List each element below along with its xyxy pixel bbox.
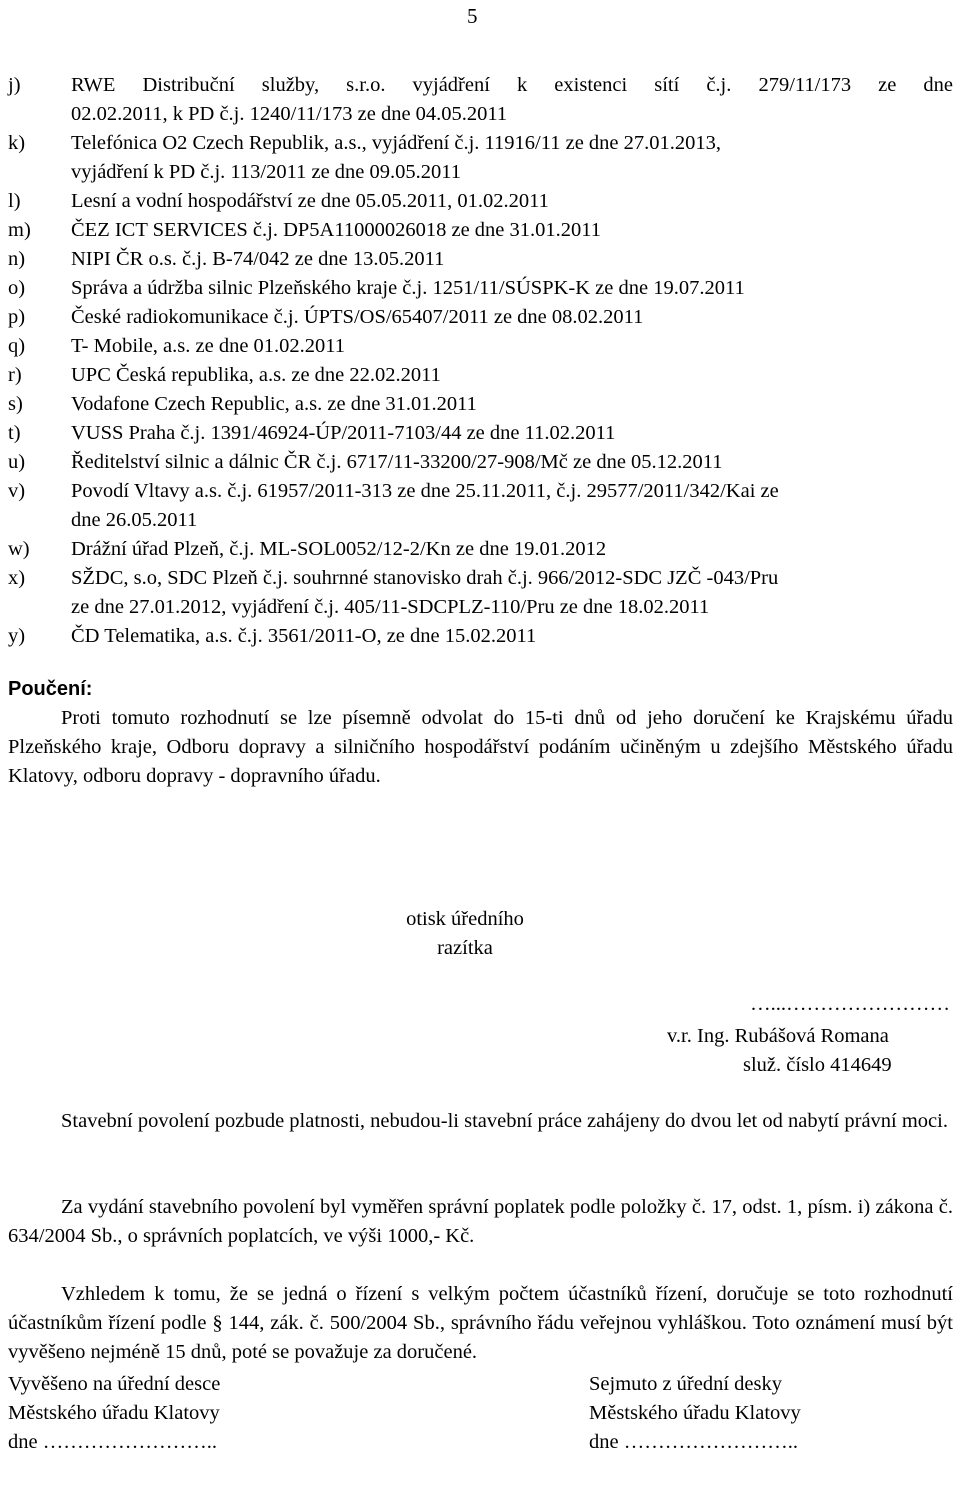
validity-text: Stavební povolení pozbude platnosti, nebudou-li stavební práce zahájeny do dvou let od nabytí právní moci. (61, 1110, 948, 1132)
list-item (8, 216, 953, 245)
stamp-line: otisk úředního (406, 908, 524, 930)
list-marker: p) (8, 306, 26, 328)
list-item (8, 71, 953, 129)
delivery-text: Vzhledem k tomu, že se jedná o řízení s velkým počtem účastníků řízení, doručuje se toto rozhodnutí účastníkům řízení podle § 144, zák. č. 500/2004 Sb., správního řádu veřejnou vyhláškou. Toto oznámení musí být vyvěšeno nejméně 15 dnů, poté se považuje za doručené. (8, 1283, 953, 1363)
list-item (8, 477, 953, 535)
signature-details (667, 1022, 892, 1080)
list-marker: m) (8, 219, 31, 241)
list-item-line: NIPI ČR o.s. č.j. B-74/042 ze dne 13.05.2011 (71, 248, 445, 270)
signature-block (650, 990, 950, 1019)
list-item (8, 274, 953, 303)
list-item-line: Lesní a vodní hospodářství ze dne 05.05.2011, 01.02.2011 (71, 190, 549, 212)
list-item-line: VUSS Praha č.j. 1391/46924-ÚP/2011-7103/44 ze dne 11.02.2011 (71, 422, 616, 444)
list-item-line: SŽDC, s.o, SDC Plzeň č.j. souhrnné stanovisko drah č.j. 966/2012-SDC JZČ -043/Pru (71, 567, 779, 589)
posted-date: dne …………………….. (8, 1431, 217, 1453)
posted-line: Vyvěšeno na úřední desce (8, 1373, 221, 1395)
stamp-line: razítka (437, 937, 493, 959)
list-item (8, 535, 953, 564)
posted-line: Městského úřadu Klatovy (8, 1402, 220, 1424)
signature-name: v.r. Ing. Rubášová Romana (667, 1025, 889, 1047)
stamp-placeholder (390, 905, 540, 963)
list-item-line: T- Mobile, a.s. ze dne 01.02.2011 (71, 335, 346, 357)
list-item-line: Správa a údržba silnic Plzeňského kraje č.j. 1251/11/SÚSPK-K ze dne 19.07.2011 (71, 277, 745, 299)
list-item-line: vyjádření k PD č.j. 113/2011 ze dne 09.05.2011 (71, 161, 462, 183)
validity-paragraph (8, 1107, 953, 1136)
list-marker: o) (8, 277, 26, 299)
removed-line: Sejmuto z úřední desky (589, 1373, 783, 1395)
removed-line: Městského úřadu Klatovy (589, 1402, 801, 1424)
pouceni-heading: Poučení: (8, 678, 93, 700)
list-marker: n) (8, 248, 26, 270)
list-item (8, 187, 953, 216)
list-item-line: ČEZ ICT SERVICES č.j. DP5A11000026018 ze dne 31.01.2011 (71, 219, 602, 241)
list-item (8, 390, 953, 419)
list-item-line: Telefónica O2 Czech Republik, a.s., vyjádření č.j. 11916/11 ze dne 27.01.2013, (71, 132, 722, 154)
list-item-line: 02.02.2011, k PD č.j. 1240/11/173 ze dne 04.05.2011 (71, 103, 508, 125)
list-item-line: České radiokomunikace č.j. ÚPTS/OS/65407/2011 ze dne 08.02.2011 (71, 306, 644, 328)
removed-block (589, 1370, 801, 1457)
pouceni-paragraph (8, 704, 953, 791)
list-item (8, 303, 953, 332)
list-item-line: RWE Distribuční služby, s.r.o. vyjádření k existenci sítí č.j. 279/11/173 ze dne (71, 74, 953, 96)
list-marker: y) (8, 625, 26, 647)
list-item-line: Drážní úřad Plzeň, č.j. ML-SOL0052/12-2/Kn ze dne 19.01.2012 (71, 538, 607, 560)
list-marker: r) (8, 364, 22, 386)
list-marker: s) (8, 393, 23, 415)
list-marker: q) (8, 335, 26, 357)
list-item (8, 564, 953, 622)
fee-text: Za vydání stavebního povolení byl vyměřen správní poplatek podle položky č. 17, odst. 1, písm. i) zákona č. 634/2004 Sb., o správních poplatcích, ve výši 1000,- Kč. (8, 1196, 953, 1247)
list-item (8, 448, 953, 477)
posted-block (8, 1370, 220, 1457)
signature-dots: …...…………………… (750, 993, 950, 1015)
opinion-list (8, 71, 953, 651)
list-item-line: Ředitelství silnic a dálnic ČR č.j. 6717/11-33200/27-908/Mč ze dne 05.12.2011 (71, 451, 723, 473)
pouceni-text: Proti tomuto rozhodnutí se lze písemně odvolat do 15-ti dnů od jeho doručení ke Krajskému úřadu Plzeňského kraje, Odboru dopravy a silničního hospodářství podáním učiněným u zdejšího Městského úřadu Klatovy, odboru dopravy - dopravního úřadu. (8, 707, 953, 787)
list-item-line: ze dne 27.01.2012, vyjádření č.j. 405/11-SDCPLZ-110/Pru ze dne 18.02.2011 (71, 596, 710, 618)
list-marker: v) (8, 480, 26, 502)
list-item (8, 245, 953, 274)
delivery-paragraph (8, 1280, 953, 1367)
removed-date: dne …………………….. (589, 1431, 798, 1453)
list-marker: x) (8, 567, 26, 589)
list-marker: t) (8, 422, 21, 444)
list-item-line: Povodí Vltavy a.s. č.j. 61957/2011-313 ze dne 25.11.2011, č.j. 29577/2011/342/Kai ze (71, 480, 779, 502)
list-item (8, 361, 953, 390)
list-item-line: dne 26.05.2011 (71, 509, 198, 531)
list-item (8, 332, 953, 361)
list-item-line: ČD Telematika, a.s. č.j. 3561/2011-O, ze dne 15.02.2011 (71, 625, 537, 647)
list-marker: w) (8, 538, 30, 560)
list-marker: j) (8, 74, 21, 96)
list-item (8, 129, 953, 187)
signature-number: služ. číslo 414649 (743, 1054, 892, 1076)
list-item (8, 419, 953, 448)
list-marker: l) (8, 190, 21, 212)
list-item (8, 622, 953, 651)
page-number: 5 (467, 4, 478, 28)
fee-paragraph (8, 1193, 953, 1251)
list-item-line: Vodafone Czech Republic, a.s. ze dne 31.01.2011 (71, 393, 477, 415)
list-marker: k) (8, 132, 26, 154)
list-item-line: UPC Česká republika, a.s. ze dne 22.02.2011 (71, 364, 441, 386)
list-marker: u) (8, 451, 26, 473)
